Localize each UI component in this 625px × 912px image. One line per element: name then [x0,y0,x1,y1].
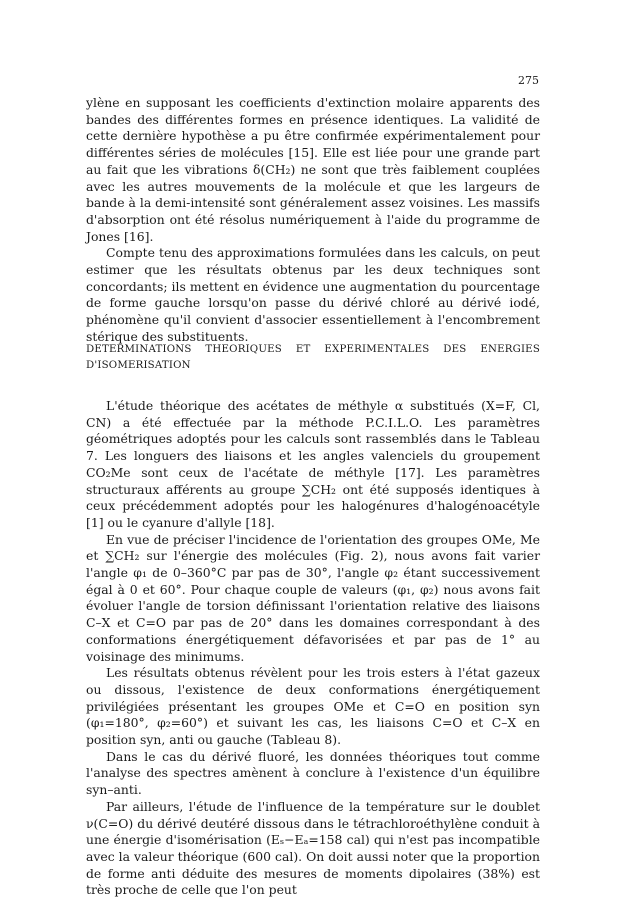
paragraph: Compte tenu des approximations formulées dans les calculs, on peut estimer que les résultats obtenus par les deux techniques sont concordants; ils mettent en évidence une augmentation du pourcentage de forme gauche lorsqu'on passe du dérivé chloré au dérivé iodé, phénomène qu'il convient d'associer essentiellement à l'encombrement stérique des substituents. [86,245,540,344]
paragraph: ylène en supposant les coefficients d'extinction molaire apparents des bandes des différentes formes en présence identiques. La validité de cette dernière hypothèse a pu être confirmée expérimentalement pour différentes séries de molécules [15]. Elle est liée pour une grande part au fait que les vibrations δ(CH₂) ne sont que très faiblement couplées avec les autres mouvements de la molécule et que les largeurs de bande à la demi-intensité sont généralement assez voisines. Les massifs d'absorption ont été résolus numériquement à l'aide du programme de Jones [16]. [86,95,540,244]
page-number: 275 [518,74,539,87]
section-heading: DETERMINATIONS THEORIQUES ET EXPERIMENTALES DES ENERGIES D'ISOMERISATION [86,344,540,371]
paragraph: Dans le cas du dérivé fluoré, les données théoriques tout comme l'analyse des spectres amènent à conclure à l'existence d'un équilibre syn–anti. [86,748,540,798]
paragraph: L'étude théorique des acétates de méthyle α substitués (X=F, Cl, CN) a été effectuée par la méthode P.C.I.L.O. Les paramètres géométriques adoptés pour les calculs sont rassemblés dans le Tableau 7. Les longuers des liaisons et les angles valenciels du groupement CO₂Me sont ceux de l'acétate de méthyle [17]. Les paramètres structuraux afférents au groupe ∑CH₂ ont été supposés identiques à ceux précédemment adoptés pour les halogénures d'halogénoacétyle [1] ou le cyanure d'allyle [18]. [86,398,540,530]
paragraph: Par ailleurs, l'étude de l'influence de la température sur le doublet ν(C=O) du dérivé deutéré dissous dans le tétrachloroéthylène conduit à une énergie d'isomérisation (Eₛ−Eₐ=158 cal) qui n'est pas incompatible avec la valeur théorique (600 cal). On doit aussi noter que la proportion de forme anti déduite des mesures de moments dipolaires (38%) est très proche de celle que l'on peut [86,798,540,898]
section-2-body [86,398,540,899]
paragraph: Les résultats obtenus révèlent pour les trois esters à l'état gazeux ou dissous, l'existence de deux conformations énergétiquement privilégiées présentant les groupes OMe et C=O en position syn (φ₁=180°, φ₂=60°) et suivant les cas, les liaisons C=O et C–X en position syn, anti ou gauche (Tableau 8). [86,665,540,748]
section-1-body [86,95,540,346]
paragraph: En vue de préciser l'incidence de l'orientation des groupes OMe, Me et ∑CH₂ sur l'énergie des molécules (Fig. 2), nous avons fait varier l'angle φ₁ de 0–360°C par pas de 30°, l'angle φ₂ étant successivement égal à 0 et 60°. Pour chaque couple de valeurs (φ₁, φ₂) nous avons fait évoluer l'angle de torsion définissant l'orientation relative des liaisons C–X et C=O par pas de 20° dans les domaines correspondant à des conformations énergétiquement défavorisées et par pas de 1° au voisinage des minimums. [86,531,540,664]
